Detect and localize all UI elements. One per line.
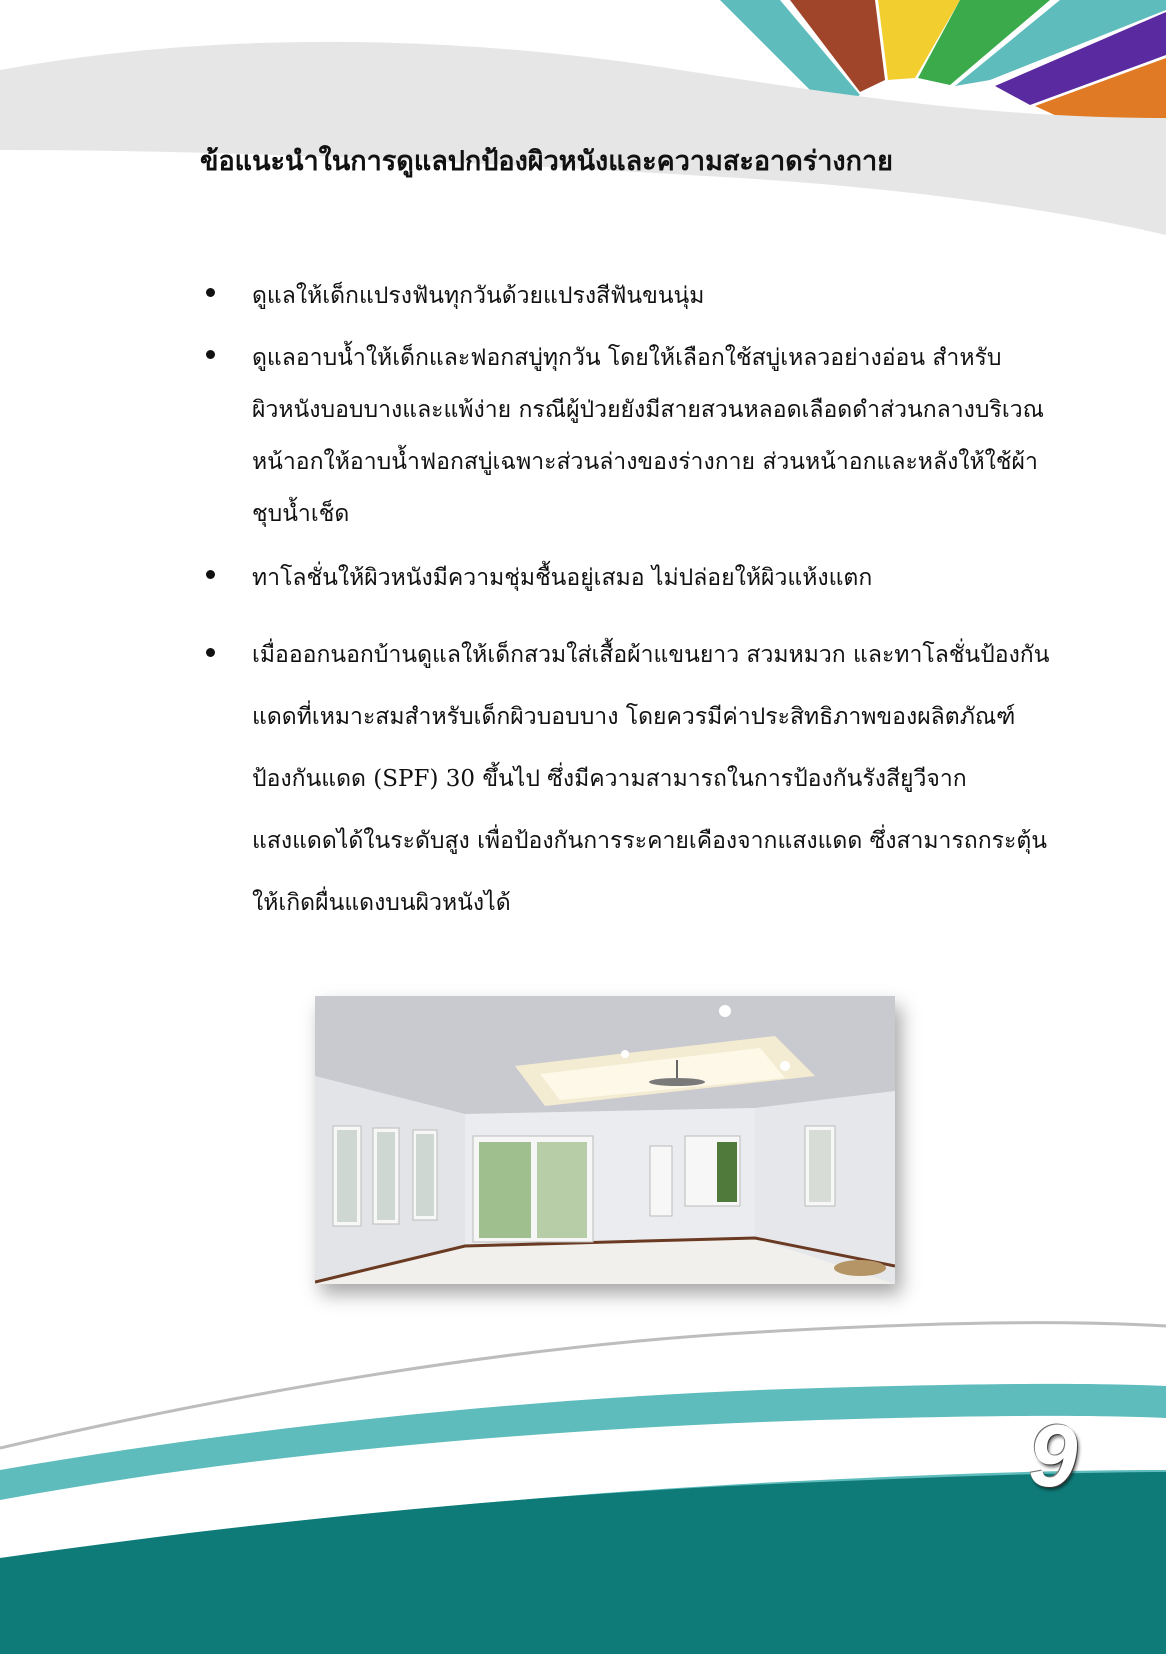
bullet-dot-icon	[206, 648, 215, 657]
bullet-dot-icon	[206, 350, 215, 359]
bullet-dot-icon	[206, 288, 215, 297]
page-heading: ข้อแนะนำในการดูแลปกป้องผิวหนังและความสะอาดร่างกาย	[200, 146, 893, 177]
list-item	[200, 552, 1050, 604]
list-item-text: ดูแลอาบน้ำให้เด็กและฟอกสบู่ทุกวัน โดยให้เลือกใช้สบู่เหลวอย่างอ่อน สำหรับผิวหนังบอบบางและแพ้ง่าย กรณีผู้ป่วยยังมีสายสวนหลอดเลือดดำส่วนกลางบริเวณหน้าอกให้อาบน้ำฟอกสบู่เฉพาะส่วนล่างของร่างกาย ส่วนหน้าอกและหลังให้ใช้ผ้าชุบน้ำเช็ด	[252, 345, 1044, 527]
room-illustration	[315, 996, 895, 1284]
room-photo	[315, 996, 895, 1284]
advice-list	[200, 270, 1050, 934]
list-item-text: เมื่อออกนอกบ้านดูแลให้เด็กสวมใส่เสื้อผ้าแขนยาว สวมหมวก และทาโลชั่นป้องกันแดดที่เหมาะสมสำหรับเด็กผิวบอบบาง โดยควรมีค่าประสิทธิภาพของผลิตภัณฑ์ป้องกันแดด (SPF) 30 ขึ้นไป ซึ่งมีความสามารถในการป้องกันรังสียูวีจากแสงแดดได้ในระดับสูง เพื่อป้องกันการระคายเคืองจากแสงแดด ซึ่งสามารถกระตุ้นให้เกิดผื่นแดงบนผิวหนังได้	[252, 642, 1050, 916]
footer-decoration	[0, 1320, 1166, 1654]
list-item-text: ทาโลชั่นให้ผิวหนังมีความชุ่มชื้นอยู่เสมอ ไม่ปล่อยให้ผิวแห้งแตก	[252, 565, 873, 591]
list-item-text: ดูแลให้เด็กแปรงฟันทุกวันด้วยแปรงสีฟันขนนุ่ม	[252, 283, 705, 309]
list-item	[200, 270, 1050, 322]
list-item	[200, 624, 1050, 934]
bullet-dot-icon	[206, 570, 215, 579]
list-item	[200, 332, 1050, 540]
page-number: 9	[1028, 1406, 1078, 1505]
header-decoration	[0, 0, 1166, 240]
